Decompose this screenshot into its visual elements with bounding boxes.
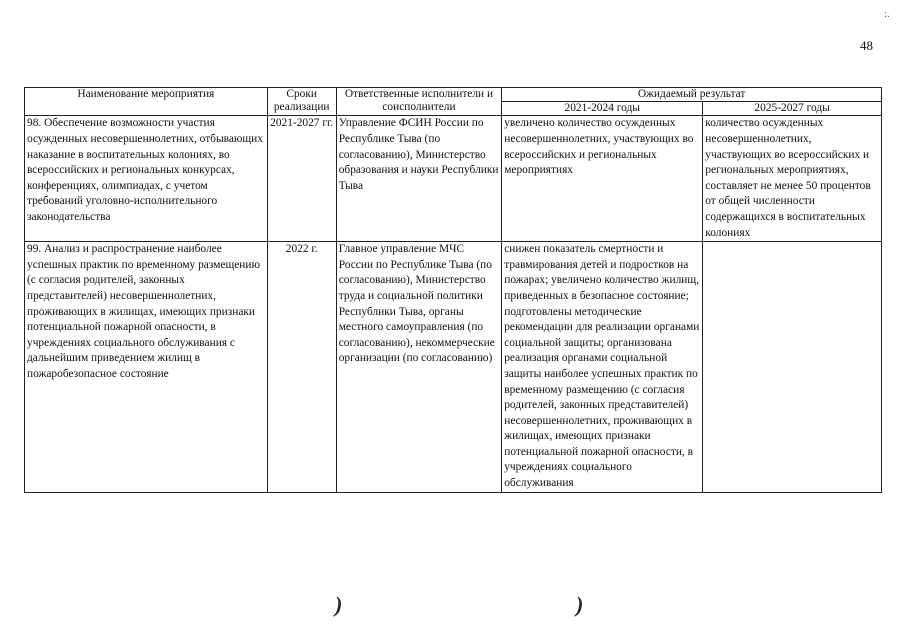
- header-expected-result: Ожидаемый результат: [502, 88, 882, 102]
- cell-result-2025-2027: [703, 242, 882, 493]
- cell-result-2025-2027: количество осужденных несовершеннолетних, участвующих во всероссийских и региональных мероприятиях, составляет не менее 50 процентов от общей численности содержащихся в воспитательных колониях: [703, 116, 882, 242]
- header-deadline: Сроки реализации: [267, 88, 336, 116]
- table-header-row: [25, 88, 882, 102]
- cell-deadline: 2022 г.: [267, 242, 336, 493]
- page-number: 48: [860, 38, 873, 53]
- cell-name: 99. Анализ и распространение наиболее успешных практик по временному размещению (с согласия родителей, законных представителей) несовершеннолетних, проживающих в жилищах, имеющих признаки потенциальной пожарной опасности, в учреждениях социального обслуживания с дальнейшим приведением жилищ в пожаробезопасное состояние: [25, 242, 268, 493]
- header-name: Наименование мероприятия: [25, 88, 268, 116]
- scan-mark: ): [576, 592, 584, 617]
- cell-executors: Главное управление МЧС России по Республике Тыва (по согласованию), Министерство труда и социальной политики Республики Тыва, органы местного самоуправления (по согласованию), некоммерческие организации (по согласованию): [336, 242, 502, 493]
- cell-result-2021-2024: снижен показатель смертности и травмирования детей и подростков на пожарах; увеличено количество жилищ, приведенных в безопасное состояние; подготовлены методические рекомендации для реализации органами социальной защиты; организована реализация органами социальной защиты наиболее успешных практик по временному размещению (с согласия родителей, законных представителей) несовершеннолетних, проживающих в жилищах, имеющих признаки потенциальной пожарной опасности, в учреждениях социального обслуживания: [502, 242, 703, 493]
- table-row: [25, 242, 882, 493]
- cell-deadline: 2021-2027 гг.: [267, 116, 336, 242]
- header-executors: Ответственные исполнители и соисполнители: [336, 88, 502, 116]
- measures-table: [24, 87, 882, 493]
- header-result-2025-2027: 2025-2027 годы: [703, 102, 882, 116]
- table-row: [25, 116, 882, 242]
- header-result-2021-2024: 2021-2024 годы: [502, 102, 703, 116]
- cell-result-2021-2024: увеличено количество осужденных несовершеннолетних, участвующих во всероссийских и региональных мероприятиях: [502, 116, 703, 242]
- cell-executors: Управление ФСИН России по Республике Тыва (по согласованию), Министерство образования и науки Республики Тыва: [336, 116, 502, 242]
- cell-name: 98. Обеспечение возможности участия осужденных несовершеннолетних, отбывающих наказание в воспитательных колониях, во всероссийских и региональных конкурсах, конференциях, олимпиадах, с учетом требований уголовно-исполнительного законодательства: [25, 116, 268, 242]
- scan-mark: ): [335, 592, 343, 617]
- scan-corner-mark: :.: [884, 8, 890, 20]
